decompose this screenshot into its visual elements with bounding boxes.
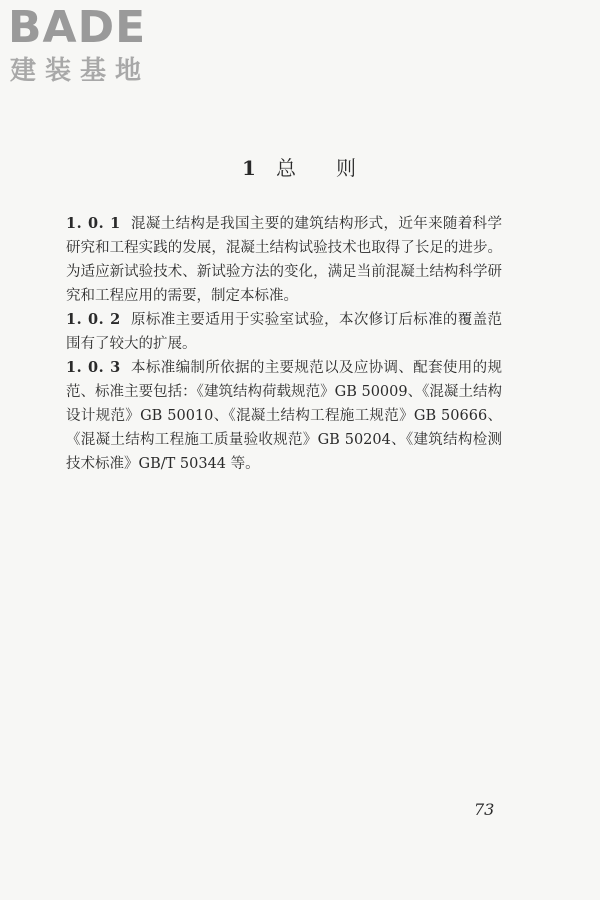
clause-1-0-2: [66, 308, 502, 356]
clause-number: 1. 0. 1: [66, 215, 121, 232]
clause-list: [66, 212, 502, 476]
clause-text: 本标准编制所依据的主要规范以及应协调、配套使用的规范、标准主要包括：《建筑结构荷载规范》GB 50009、《混凝土结构设计规范》GB 50010、《混凝土结构工程施工规范》GB 50666、《混凝土结构工程施工质量验收规范》GB 50204、《建筑结构检测技术标准》GB/T 50344 等。: [66, 360, 502, 472]
chapter-number: 1: [242, 156, 258, 180]
chapter-title-part1: 总: [275, 156, 298, 180]
chapter-title-part2: 则: [335, 156, 358, 180]
clause-text: 原标准主要适用于实验室试验，本次修订后标准的覆盖范围有了较大的扩展。: [66, 312, 502, 352]
watermark-logo: [8, 4, 178, 90]
chapter-title: [0, 152, 600, 181]
clause-1-0-3: [66, 356, 502, 476]
clause-text: 混凝土结构是我国主要的建筑结构形式，近年来随着科学研究和工程实践的发展，混凝土结构试验技术也取得了长足的进步。为适应新试验技术、新试验方法的变化，满足当前混凝土结构科学研究和工程应用的需要，制定本标准。: [66, 216, 502, 304]
clause-1-0-1: [66, 212, 502, 308]
clause-number: 1. 0. 3: [66, 359, 121, 376]
clause-number: 1. 0. 2: [66, 311, 121, 328]
page-number: 73: [474, 800, 495, 819]
logo-chinese-text: 建装基地: [10, 56, 151, 86]
logo-latin-text: BADE: [8, 2, 147, 53]
